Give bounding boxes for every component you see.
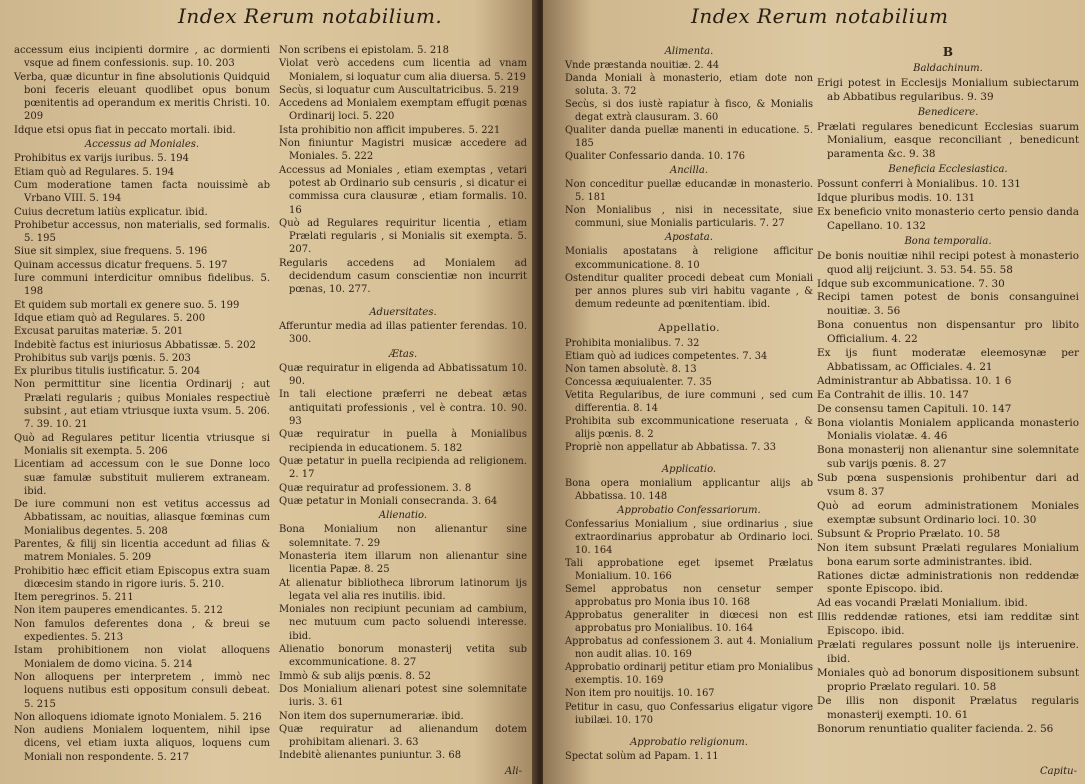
letter-heading: B [942,45,954,59]
index-entry: Subsunt & Proprio Prælato. 10. 58 [817,527,1001,540]
index-entry: Propriè non appellatur ab Abbatissa. 7. 33 [565,441,776,453]
index-entry: Erigi potest in Ecclesijs Monialium subiectarum ab Abbatibus regularibus. 9. 39 [817,76,1079,103]
index-entry: Qualiter danda puellæ manenti in educatione. 5. 185 [565,125,813,150]
index-entry: Quæ petatur in Moniali consecranda. 3. 64 [279,495,498,507]
spacer [565,311,813,319]
index-entry: Quæ requiratur ad professionem. 3. 8 [279,482,472,494]
catchword: Ali- [505,766,522,777]
index-entry: Concessa æquiualenter. 7. 35 [565,376,712,388]
spacer [565,454,813,462]
index-entry: Ista prohibitio non afficit impuberes. 5. 221 [279,124,501,136]
catchword: Capitu- [1039,766,1077,777]
index-entry: Prohibitus ex varijs iuribus. 5. 194 [14,153,190,165]
index-entry: Alienatio bonorum monasterij vetita sub excommunicatione. 8. 27 [279,644,527,669]
index-entry: Violat verò accedens cum licentia ad vnam Monialem, si loquatur cum alia diuersa. 5. 219 [279,58,527,83]
index-entry: accessum eius incipienti dormire , ac dormienti vsque ad finem confessionis. sup. 10. 203 [14,45,270,70]
index-entry: Quinam accessus dicatur frequens. 5. 197 [14,259,228,271]
index-entry: Quò ad Regulares requiritur licentia , etiam Prælati regularis , si Monialis sit exempta. 5. 207. [279,217,527,256]
index-entry: Secùs, si loquatur cum Auscultatricibus. 5. 219 [279,84,519,96]
index-entry: Excusat paruitas materiæ. 5. 201 [14,326,184,338]
index-entry: Moniales quò ad bonorum dispositionem subsunt proprio Prælato regulari. 10. 58 [817,666,1079,693]
index-entry: Regularis accedens ad Monialem ad decidendum casum conscientiæ non incurrit pœnas, 10. 277. [279,257,527,296]
index-entry: Quò ad Regulares petitur licentia vtriusque si Monialis sit exempta. 5. 206 [14,432,270,457]
index-entry: Vetita Regularibus, de iure communi , sed cum differentia. 8. 14 [565,389,813,414]
index-entry: Recipi tamen potest de bonis consanguinei nouitiæ. 3. 56 [817,291,1079,318]
index-entry: Dos Monialium alienari potest sine solemnitate iuris. 3. 61 [279,683,527,709]
index-entry: Non item dos supernumerariæ. ibid. [279,710,464,722]
index-entry: Non tamen absolutè. 8. 13 [565,363,697,375]
spacer [565,727,813,735]
index-entry: Monialis apostatans à religione afficitur excommunicatione. 8. 10 [565,246,813,271]
index-entry: Idque etsi opus fiat in peccato mortali. ibid. [14,124,236,136]
section-heading: Apostata. [665,232,713,244]
index-entry: Non item subsunt Prælati regulares Monialium bona earum sorte administrantes. ibid. [817,541,1079,568]
index-entry: Tali approbatione eget ipsemet Prælatus Monialium. 10. 166 [565,558,813,583]
section-heading: Ancilla. [670,165,708,177]
index-entry: Cum moderatione tamen facta nouissimè ab Vrbano VIII. 5. 194 [14,179,270,205]
index-entry: Sub pœna suspensionis prohibentur dari ad vsum 8. 37 [817,472,1079,499]
index-entry: Prohibita monialibus. 7. 32 [565,337,700,349]
index-entry: Vnde præstanda nouitiæ. 2. 44 [565,60,720,72]
index-entry: Bona violantis Monialem applicanda monasterio Monialis violatæ. 4. 46 [817,416,1079,443]
index-entry: Idque pluribus modis. 10. 131 [817,192,976,205]
section-heading: Applicatio. [661,463,717,475]
index-entry: Spectat solùm ad Papam. 1. 11 [565,750,719,762]
index-entry: Ex ijs fiunt moderatæ eleemosynæ per Abbatissam, ac Officiales. 4. 21 [817,347,1079,373]
index-entry: Approbatio ordinarij petitur etiam pro Monialibus exemptis. 10. 169 [565,662,813,687]
left-page [0,0,538,784]
index-entry: Non conceditur puellæ educandæ in monasterio. 5. 181 [565,179,813,204]
section-heading: Approbatio Confessariorum. [617,505,761,517]
index-entry: Non Monialibus , nisi in necessitate, siue communi, siue Monialis particularis. 7. 27 [565,205,813,230]
index-entry: Non scribens ei epistolam. 5. 218 [279,45,449,56]
index-entry: Secùs, si dos iustè rapiatur à fisco, & Monialis degat extrà clausuram. 3. 60 [565,99,813,124]
index-entry: Approbatus generaliter in diœcesi non est approbatus pro Monialibus. 10. 164 [565,610,813,635]
index-entry: Ad eas vocandi Prælati Monialium. ibid. [817,597,1028,610]
index-entry: Iure communi interdicitur omnibus fidelibus. 5. 198 [14,273,270,298]
running-head: Index Rerum notabilium [691,4,949,28]
index-entry: Ex pluribus titulis iustificatur. 5. 204 [14,366,201,378]
index-entry: Moniales non recipiunt pecuniam ad cambium, nec mutuum cum pacto soluendi interesse. ibid. [279,604,527,642]
index-entry: Petitur in casu, quo Confessarius eligatur vigore iubilæi. 10. 170 [565,701,813,726]
index-entry: Bona conuentus non dispensantur pro libito Officialium. 4. 22 [817,319,1079,346]
section-heading: Alienatio. [378,510,428,522]
index-entry: De illis non disponit Prælatus regularis monasterij exempti. 10. 61 [817,694,1079,721]
index-column [817,44,1079,736]
index-entry: De consensu tamen Capituli. 10. 147 [817,402,1012,415]
section-heading: Benedicere. [917,106,979,118]
index-entry: Non item pro nouitijs. 10. 167 [565,688,715,700]
index-entry: Danda Moniali à monasterio, etiam dote non soluta. 3. 72 [565,73,813,98]
index-entry: Siue sit simplex, siue frequens. 5. 196 [14,246,208,258]
index-entry: At alienatur bibliotheca librorum latinorum ijs legata vel alia res inutilis. ibid. [279,577,527,602]
index-entry: Et quidem sub mortali ex genere suo. 5. 199 [14,299,240,311]
index-entry: Ex beneficio vnito monasterio certo pensio danda Capellano. 10. 132 [817,205,1079,232]
index-entry: Non alloquens per interpretem , immò nec loquens nutibus esti oppositum consuli debeat. 5. 215 [14,671,270,710]
index-entry: Indebitè factus est iniuriosus Abbatissæ. 5. 202 [14,339,256,351]
index-entry: Idque etiam quò ad Regulares. 5. 200 [14,312,206,324]
index-entry: Semel approbatus non censetur semper approbatus pro Monia ibus 10. 168 [565,584,813,609]
index-entry: Accedens ad Monialem exemptam effugit pœnas Ordinarij loci. 5. 220 [279,98,527,123]
index-entry: Bona opera monialium applicantur alijs ab Abbatissa. 10. 148 [565,477,813,502]
index-entry: Afferuntur media ad illas patienter ferendas. 10. 300. [279,320,527,346]
section-heading: Alimenta. [664,46,714,57]
index-entry: Quæ requiratur in puella à Monialibus recipienda in educationem. 5. 182 [279,429,527,454]
index-entry: Ea Contrahit de illis. 10. 147 [817,388,969,401]
index-entry: Administrantur ab Abbatissa. 10. 1 6 [817,374,1012,387]
index-entry: Rationes dictæ administrationis non reddendæ sponte Episcopo. ibid. [817,569,1079,596]
index-entry: Quæ requiratur ad alienandum dotem prohibitam alienari. 3. 63 [279,723,527,749]
index-entry: Bona monasterij non alienantur sine solemnitate sub varijs pœnis. 8. 27 [817,444,1079,471]
index-entry: De iure communi non est vetitus accessus ad Abbatissam, ac nouitias, aliasque fœminas cum Monialibus degentes. 5. 208 [14,499,270,537]
index-entry: Monasteria item illarum non alienantur sine licentia Papæ. 8. 25 [279,550,527,576]
index-entry: Prælati regulares benedicunt Ecclesias suarum Monialium, easque reconciliant , benedicunt paramenta &c. 9. 38 [817,120,1079,161]
index-entry: Non item pauperes emendicantes. 5. 212 [14,605,223,617]
index-entry: De bonis nouitiæ nihil recipi potest à monasterio quod alij reijciunt. 3. 53. 54. 55. 58 [817,249,1079,276]
index-entry: Verba, quæ dicuntur in fine absolutionis Quidquid boni feceris eleuant quodlibet opus bonum pœnitentis ad operandum ex meritis Christi. 10. 209 [14,71,270,123]
index-entry: Non famulos deferentes dona , & breui se expedientes. 5. 213 [14,618,270,644]
index-entry: Prohibetur accessus, non materialis, sed formalis. 5. 195 [14,219,270,245]
index-entry: Cuius decretum latiùs explicatur. ibid. [14,206,208,218]
section-heading: Accessus ad Moniales. [84,139,200,151]
index-entry: In tali electione præferri ne debeat ætas antiquitati professionis , vel è contra. 10. 90. 93 [279,389,527,428]
index-entry: Non permittitur sine licentia Ordinarij ; aut Prælati regularis ; quibus Moniales respectiuè subsint , aut etiam vtriusque iuxta vsum. 5. 206. 7. 39. 10. 21 [14,379,270,431]
index-entry: Licentiam ad accessum con le sue Donne loco suæ famulæ substituit mulierem extraneam. ibid. [14,459,270,497]
index-entry: Immò & sub alijs pœnis. 8. 52 [279,670,431,682]
section-heading: Approbatio religionum. [630,736,748,748]
index-entry: Non alloquens idiomate ignoto Monialem. 5. 216 [14,711,262,723]
index-entry: Etiam quò ad Regulares. 5. 194 [14,166,175,178]
index-column [279,44,527,763]
index-entry: Etiam quò ad iudices competentes. 7. 34 [565,350,768,362]
index-entry: Prohibitio hæc efficit etiam Episcopus extra suam diœcesim stando in rigore iuris. 5. 210. [14,565,270,590]
section-heading: Bona temporalia. [904,235,992,247]
section-heading: Appellatio. [658,321,720,334]
index-entry: Approbatus ad confessionem 3. aut 4. Monialium non audit alias. 10. 169 [565,636,813,661]
index-entry: Prælati regulares possunt nolle ijs interuenire. ibid. [817,639,1079,665]
index-entry: Illis reddendæ rationes, etsi iam redditæ sint Episcopo. ibid. [817,611,1079,638]
index-entry: Item peregrinos. 5. 211 [14,592,134,604]
index-entry: Quæ requiratur in eligenda ad Abbatissatum 10. 90. [279,362,527,388]
index-entry: Non audiens Monialem loquentem, nihil ipse dicens, vel etiam iuxta aliquos, loquens cum Moniali non respondente. 5. 217 [14,725,270,763]
index-entry: Prohibitus sub varijs pœnis. 5. 203 [14,352,191,364]
index-entry: Bonorum renuntiatio qualiter facienda. 2. 56 [817,722,1054,735]
index-entry: Istam prohibitionem non violat alloquens Monialem de domo vicina. 5. 214 [14,645,270,670]
index-entry: Indebitè alienantes puniuntur. 3. 68 [279,750,462,762]
index-column [565,44,813,763]
right-page [543,0,1085,784]
index-entry: Prohibita sub excommunicatione reseruata , & alijs pœnis. 8. 2 [565,415,813,440]
section-heading: Beneficia Ecclesiastica. [888,164,1008,176]
index-entry: Idque sub excommunicatione. 7. 30 [817,277,1005,290]
running-head: Index Rerum notabilium. [178,4,443,28]
section-heading: Baldachinum. [913,62,983,74]
section-heading: Aduersitates. [369,306,437,318]
index-column [14,44,270,764]
index-entry: Ostenditur qualiter procedi debeat cum Moniali per annos plures sub viri habitu vagante , & demum redeunte ad pœnitentiam. ibid. [565,272,813,310]
section-heading: Ætas. [388,348,418,360]
index-entry: Parentes, & filij sin licentia accedunt ad filias & matrem Moniales. 5. 209 [14,538,270,564]
index-entry: Qualiter Confessario danda. 10. 176 [565,151,745,163]
index-entry: Bona Monialium non alienantur sine solemnitate. 7. 29 [279,524,527,549]
index-entry: Possunt conferri à Monialibus. 10. 131 [817,178,1021,191]
index-entry: Non finiuntur Magistri musicæ accedere ad Moniales. 5. 222 [279,138,527,163]
index-entry: Confessarius Monialium , siue ordinarius , siue extraordinarius approbatur ab Ordinario loci. 10. 164 [565,519,813,557]
spacer [279,297,527,305]
index-entry: Quæ petatur in puella recipienda ad religionem. 2. 17 [279,455,527,481]
index-entry: Accessus ad Moniales , etiam exemptas , vetari potest ab Ordinario sub censuris , si dicatur ei commissa cura clausuræ , etiam formalis. 10. 16 [279,164,527,216]
index-entry: Quò ad eorum administrationem Moniales exemptæ subsunt Ordinario loci. 10. 30 [817,500,1079,526]
